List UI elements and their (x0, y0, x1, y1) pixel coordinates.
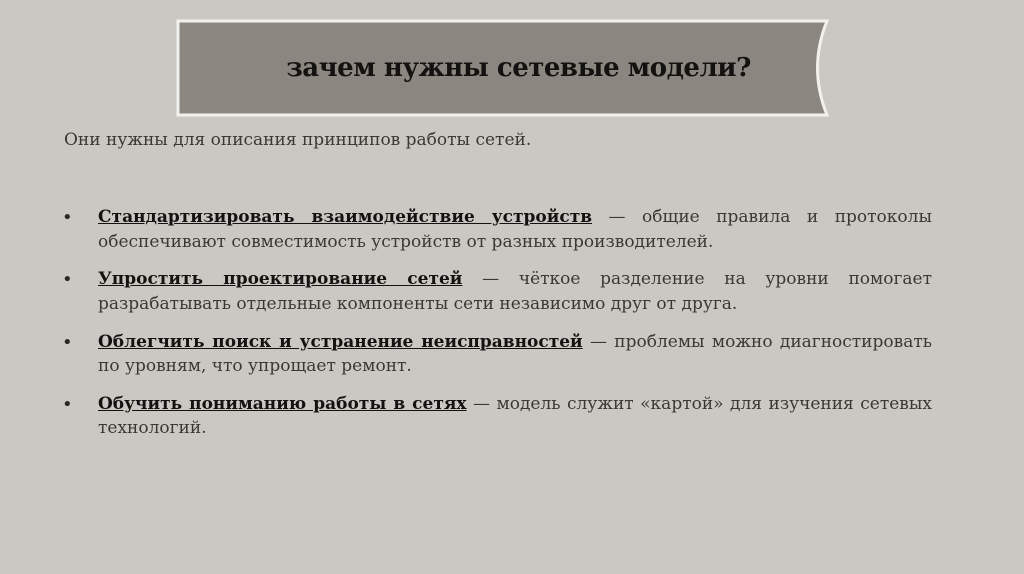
bullet-term: Обучить пониманию работы в сетях (98, 393, 467, 414)
intro-text: Они нужны для описания принципов работы сетей. (64, 130, 532, 150)
bullet-text: — модель служит «картой» для изучения сетевых технологий. (98, 393, 932, 439)
bullet-marker: • (62, 207, 73, 228)
bullet-text: — чёткое разделение на уровни помогает разрабатывать отдельные компоненты сети независимо друг от друга. (98, 269, 932, 314)
bullet-term: Стандартизировать взаимодействие устройств (98, 207, 593, 227)
page-title: зачем нужны сетевые модели? (286, 53, 751, 83)
list-item (56, 392, 932, 441)
bullet-marker: • (62, 269, 73, 291)
bullet-text: — общие правила и протоколы обеспечивают совместимость устройств от разных производителей. (98, 207, 932, 252)
bullet-marker: • (62, 331, 73, 353)
list-item (56, 205, 932, 254)
bullet-list (56, 205, 932, 454)
list-item (56, 330, 932, 379)
bullet-term: Упростить проектирование сетей (98, 269, 463, 290)
bullet-term: Облегчить поиск и устранение неисправностей (98, 331, 583, 352)
title-banner (176, 19, 831, 117)
bullet-text: — проблемы можно диагностировать по уровням, что упрощает ремонт. (98, 331, 932, 377)
bullet-marker: • (62, 393, 73, 415)
list-item (56, 267, 932, 316)
